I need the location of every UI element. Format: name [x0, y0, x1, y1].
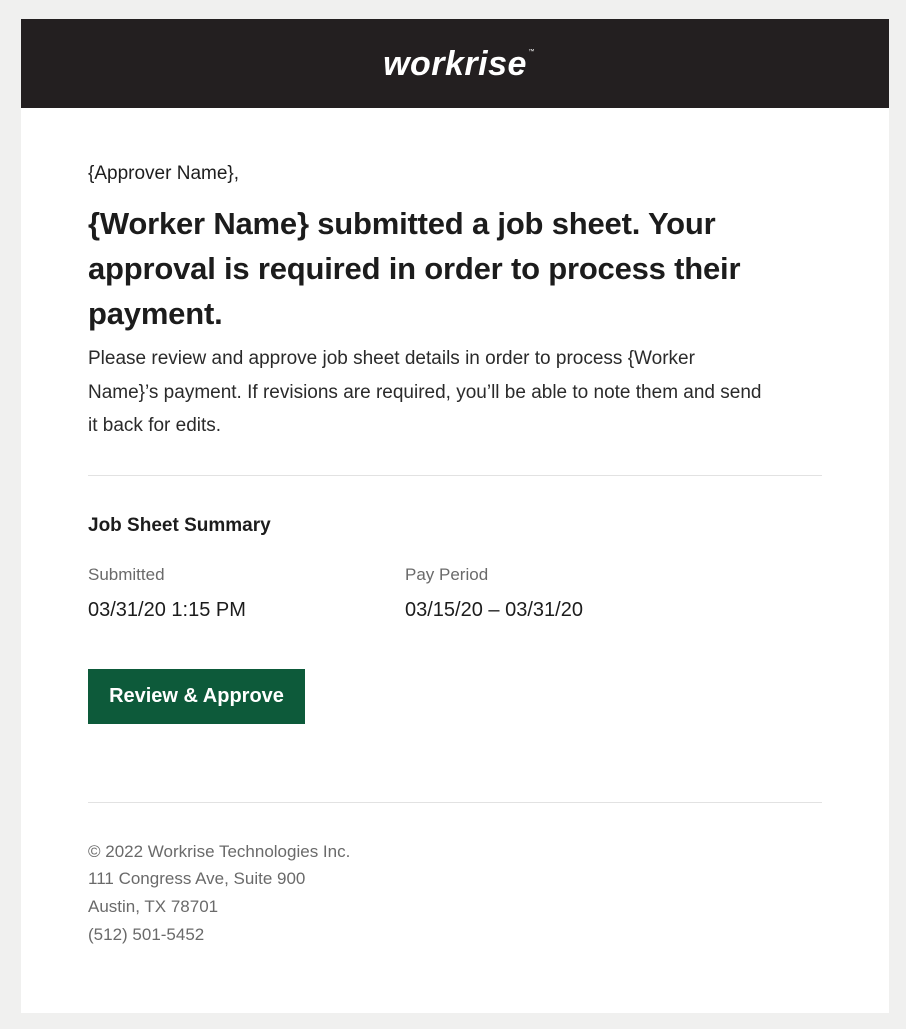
headline: {Worker Name} submitted a job sheet. Your approval is required in order to process their payment.: [88, 206, 741, 331]
submitted-value: 03/31/20 1:15 PM: [88, 598, 246, 621]
submitted-column: [88, 564, 405, 623]
workrise-logo: [383, 44, 535, 83]
address-line-1: 111 Congress Ave, Suite 900: [88, 869, 306, 889]
review-approve-button[interactable]: Review & Approve: [88, 669, 305, 724]
phone-number: (512) 501-5452: [88, 924, 205, 944]
submitted-label: Submitted: [88, 564, 165, 584]
trademark-symbol: ™: [528, 48, 535, 55]
email-footer: [88, 838, 822, 949]
body-text: Please review and approve job sheet details in order to process {Worker Name}’s payment. If revisions are required, you’ll be able to note them and send it back for edits.: [88, 348, 762, 436]
pay-period-column: [405, 564, 722, 623]
email-content: [21, 162, 889, 948]
summary-title: Job Sheet Summary: [88, 514, 271, 536]
greeting: {Approver Name},: [88, 163, 240, 184]
email-header: [21, 19, 889, 108]
pay-period-value: 03/15/20 – 03/31/20: [405, 598, 583, 621]
divider: [88, 475, 822, 476]
logo-text: workrise: [383, 44, 527, 83]
footer-divider: [88, 802, 822, 803]
email-container: [21, 19, 889, 1013]
pay-period-label: Pay Period: [405, 564, 489, 584]
copyright-text: © 2022 Workrise Technologies Inc.: [88, 841, 351, 861]
summary-grid: [88, 564, 822, 623]
address-line-2: Austin, TX 78701: [88, 896, 219, 916]
